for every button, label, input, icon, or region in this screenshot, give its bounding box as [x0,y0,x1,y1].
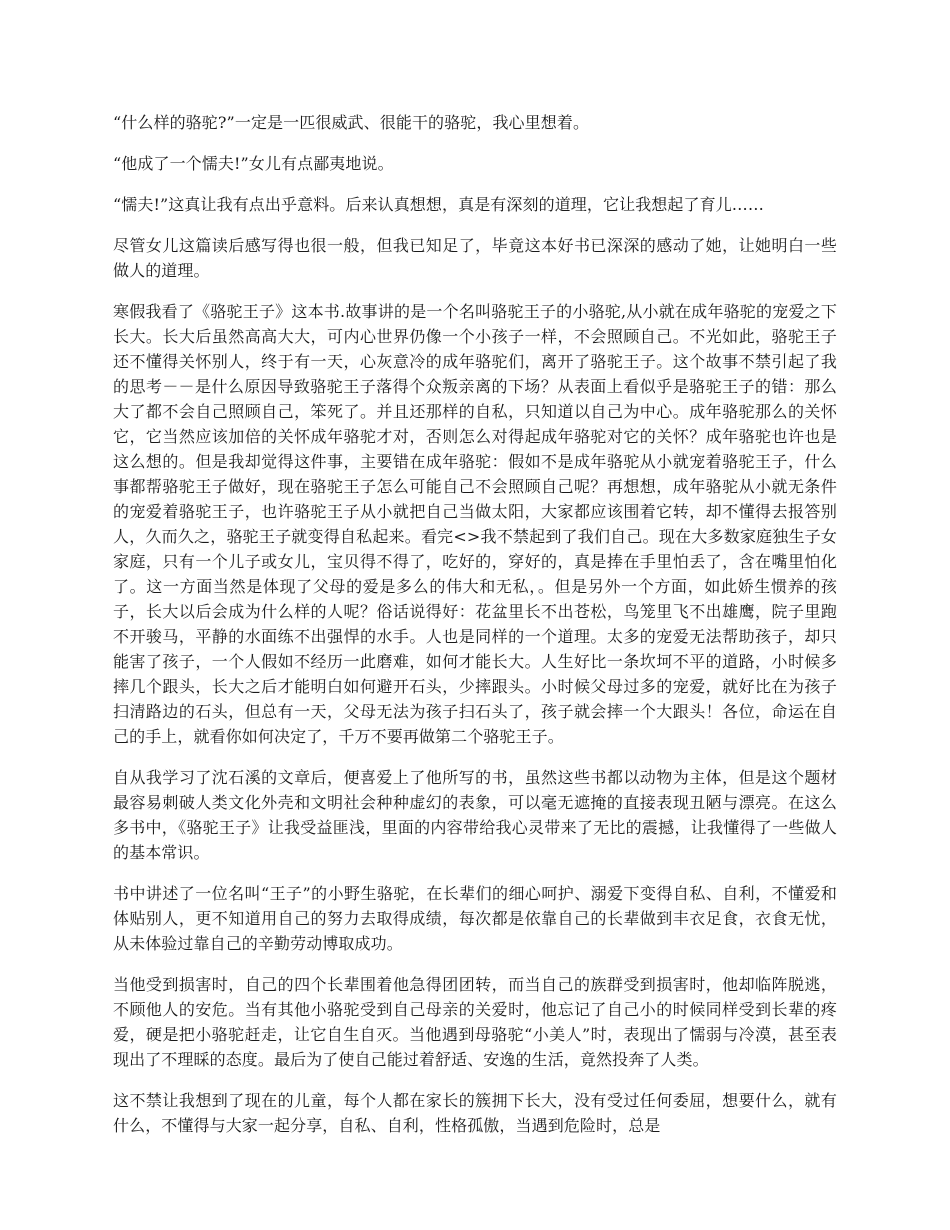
paragraph: 尽管女儿这篇读后感写得也很一般，但我已知足了，毕竟这本好书已深深的感动了她，让她明白一些做人的道理。 [113,236,837,280]
paragraph: 书中讲述了一位名叫“王子”的小野生骆驼，在长辈们的细心呵护、溺爱下变得自私、自利，不懂爱和体贴别人，更不知道用自己的努力去取得成绩，每次都是依靠自己的长辈做到丰衣足食，衣食无忧，从未体验过靠自己的辛勤劳动博取成功。 [113,884,837,953]
paragraph: “他成了一个懦夫!”女儿有点鄙夷地说。 [113,154,394,173]
paragraph: 自从我学习了沈石溪的文章后，便喜爱上了他所写的书，虽然这些书都以动物为主体，但是这个题材最容易刺破人类文化外壳和文明社会种种虚幻的表象，可以毫无遮掩的直接表现丑陋与漂亮。在这么多书中，《骆驼王子》让我受益匪浅，里面的内容带给我心灵带来了无比的震撼，让我懂得了一些做人的基本常识。 [113,768,837,862]
paragraph: 这不禁让我想到了现在的儿童，每个人都在家长的簇拥下长大，没有受过任何委屈，想要什么，就有什么，不懂得与大家一起分享，自私、自利，性格孤傲，当遇到危险时，总是 [113,1091,837,1135]
document-body [113,110,837,1154]
paragraph: 当他受到损害时，自己的四个长辈围着他急得团团转，而当自己的族群受到损害时，他却临阵脱逃，不顾他人的安危。当有其他小骆驼受到自己母亲的关爱时，他忘记了自己小的时候同样受到长辈的疼爱，硬是把小骆驼赶走，让它自生自灭。当他遇到母骆驼“小美人”时，表现出了懦弱与冷漠，甚至表现出了不理睬的态度。最后为了使自己能过着舒适、安逸的生活，竟然投奔了人类。 [113,975,837,1069]
paragraph: 寒假我看了《骆驼王子》这本书.故事讲的是一个名叫骆驼王子的小骆驼,从小就在成年骆驼的宠爱之下长大。长大后虽然高高大大，可内心世界仍像一个小孩子一样，不会照顾自己。不光如此，骆驼王子还不懂得关怀别人，终于有一天，心灰意冷的成年骆驼们，离开了骆驼王子。这个故事不禁引起了我的思考－－是什么原因导致骆驼王子落得个众叛亲离的下场？从表面上看似乎是骆驼王子的错：那么大了都不会自己照顾自己，笨死了。并且还那样的自私，只知道以自己为中心。成年骆驼那么的关怀它，它当然应该加倍的关怀成年骆驼才对，否则怎么对得起成年骆驼对它的关怀？成年骆驼也许也是这么想的。但是我却觉得这件事，主要错在成年骆驼：假如不是成年骆驼从小就宠着骆驼王子，什么事都帮骆驼王子做好，现在骆驼王子怎么可能自己不会照顾自己呢？再想想，成年骆驼从小就无条件的宠爱着骆驼王子，也许骆驼王子从小就把自己当做太阳，大家都应该围着它转，却不懂得去报答别人，久而久之，骆驼王子就变得自私起来。看完<>我不禁起到了我们自己。现在大多数家庭独生子女家庭，只有一个儿子或女儿，宝贝得不得了，吃好的，穿好的，真是捧在手里怕丢了，含在嘴里怕化了。这一方面当然是体现了父母的爱是多么的伟大和无私，。但是另外一个方面，如此娇生惯养的孩子，长大以后会成为什么样的人呢？俗话说得好：花盆里长不出苍松，鸟笼里飞不出雄鹰，院子里跑不开骏马，平静的水面练不出强悍的水手。人也是同样的一个道理。太多的宠爱无法帮助孩子，却只能害了孩子，一个人假如不经历一此磨难，如何才能长大。人生好比一条坎坷不平的道路，小时候多摔几个跟头，长大之后才能明白如何避开石头，少摔跟头。小时候父母过多的宠爱，就好比在为孩子扫清路边的石头，但总有一天，父母无法为孩子扫石头了，孩子就会摔一个大跟头！各位，命运在自己的手上，就看你如何决定了，千万不要再做第二个骆驼王子。 [113,302,837,746]
paragraph: “懦夫!”这真让我有点出乎意料。后来认真想想，真是有深刻的道理，它让我想起了育儿…… [113,195,764,214]
paragraph: “什么样的骆驼?”一定是一匹很威武、很能干的骆驼，我心里想着。 [113,113,590,132]
